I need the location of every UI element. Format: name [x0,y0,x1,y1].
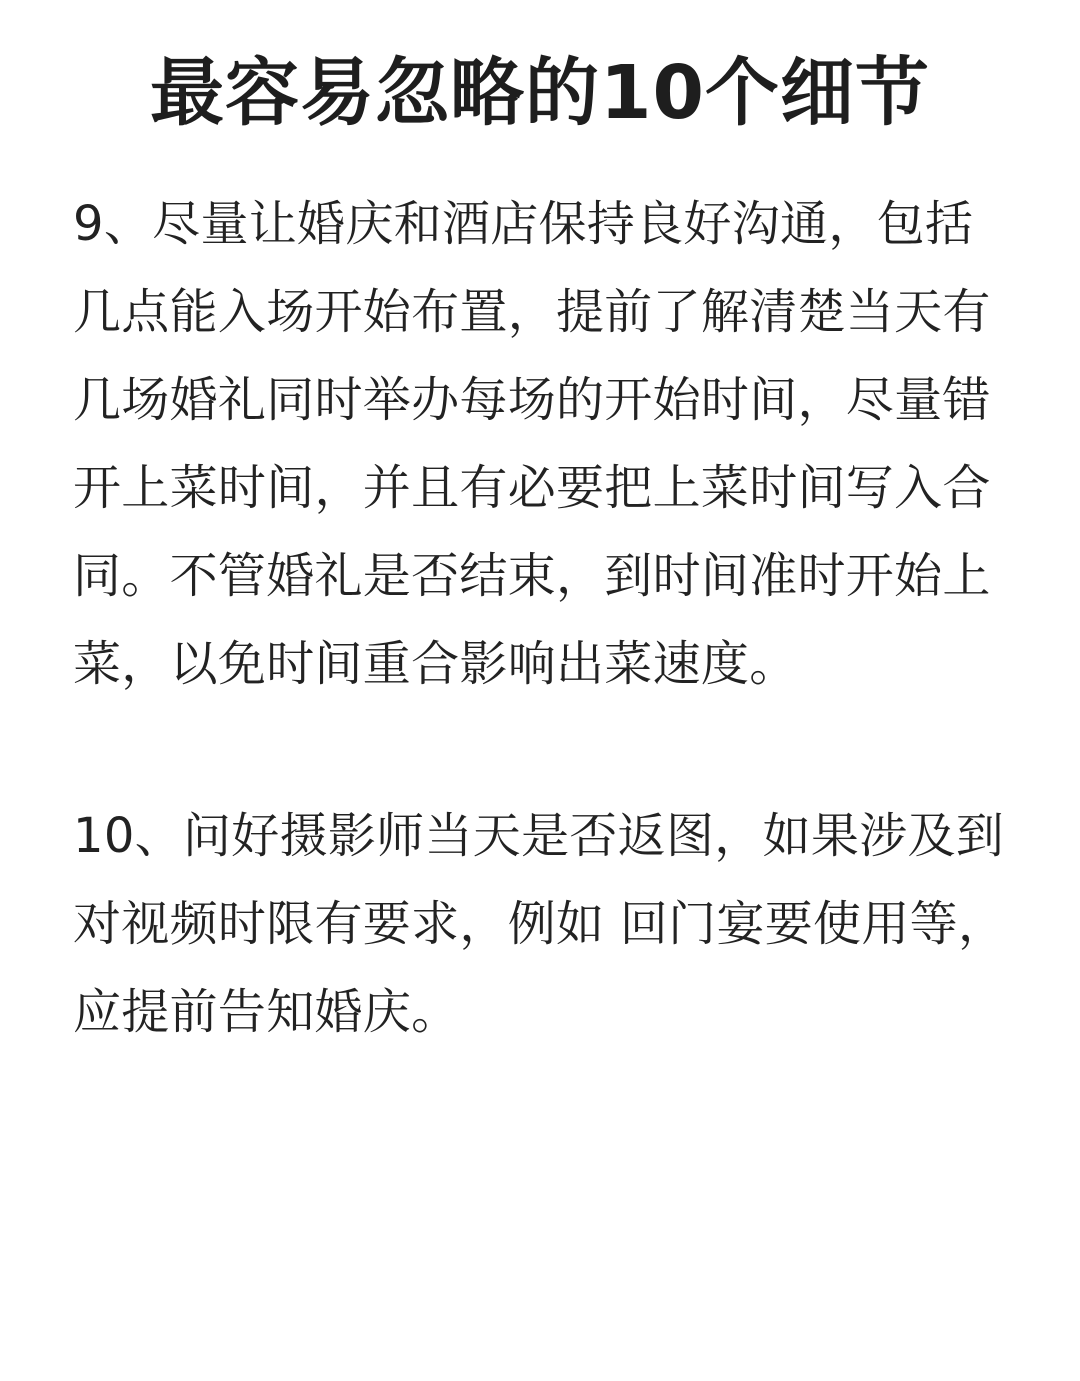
page-title: 最容易忽略的10个细节 [150,50,930,136]
paragraph-line: 菜，以免时间重合影响出菜速度。 [73,636,798,692]
paragraph-line: 几场婚礼同时举办每场的开始时间，尽量错 [73,372,991,428]
paragraph-line: 几点能入场开始布置，提前了解清楚当天有 [73,284,991,340]
paragraph-line: 应提前告知婚庆。 [73,984,460,1040]
paragraph-line: 开上菜时间，并且有必要把上菜时间写入合 [73,460,991,516]
paragraph-line: 对视频时限有要求，例如 回门宴要使用等， [73,896,1007,952]
paragraph-line: 9、尽量让婚庆和酒店保持良好沟通，包括 [73,196,974,252]
paragraph-line: 10、问好摄影师当天是否返图，如果涉及到 [73,808,1005,864]
paragraph-line: 同。不管婚礼是否结束，到时间准时开始上 [73,548,991,604]
